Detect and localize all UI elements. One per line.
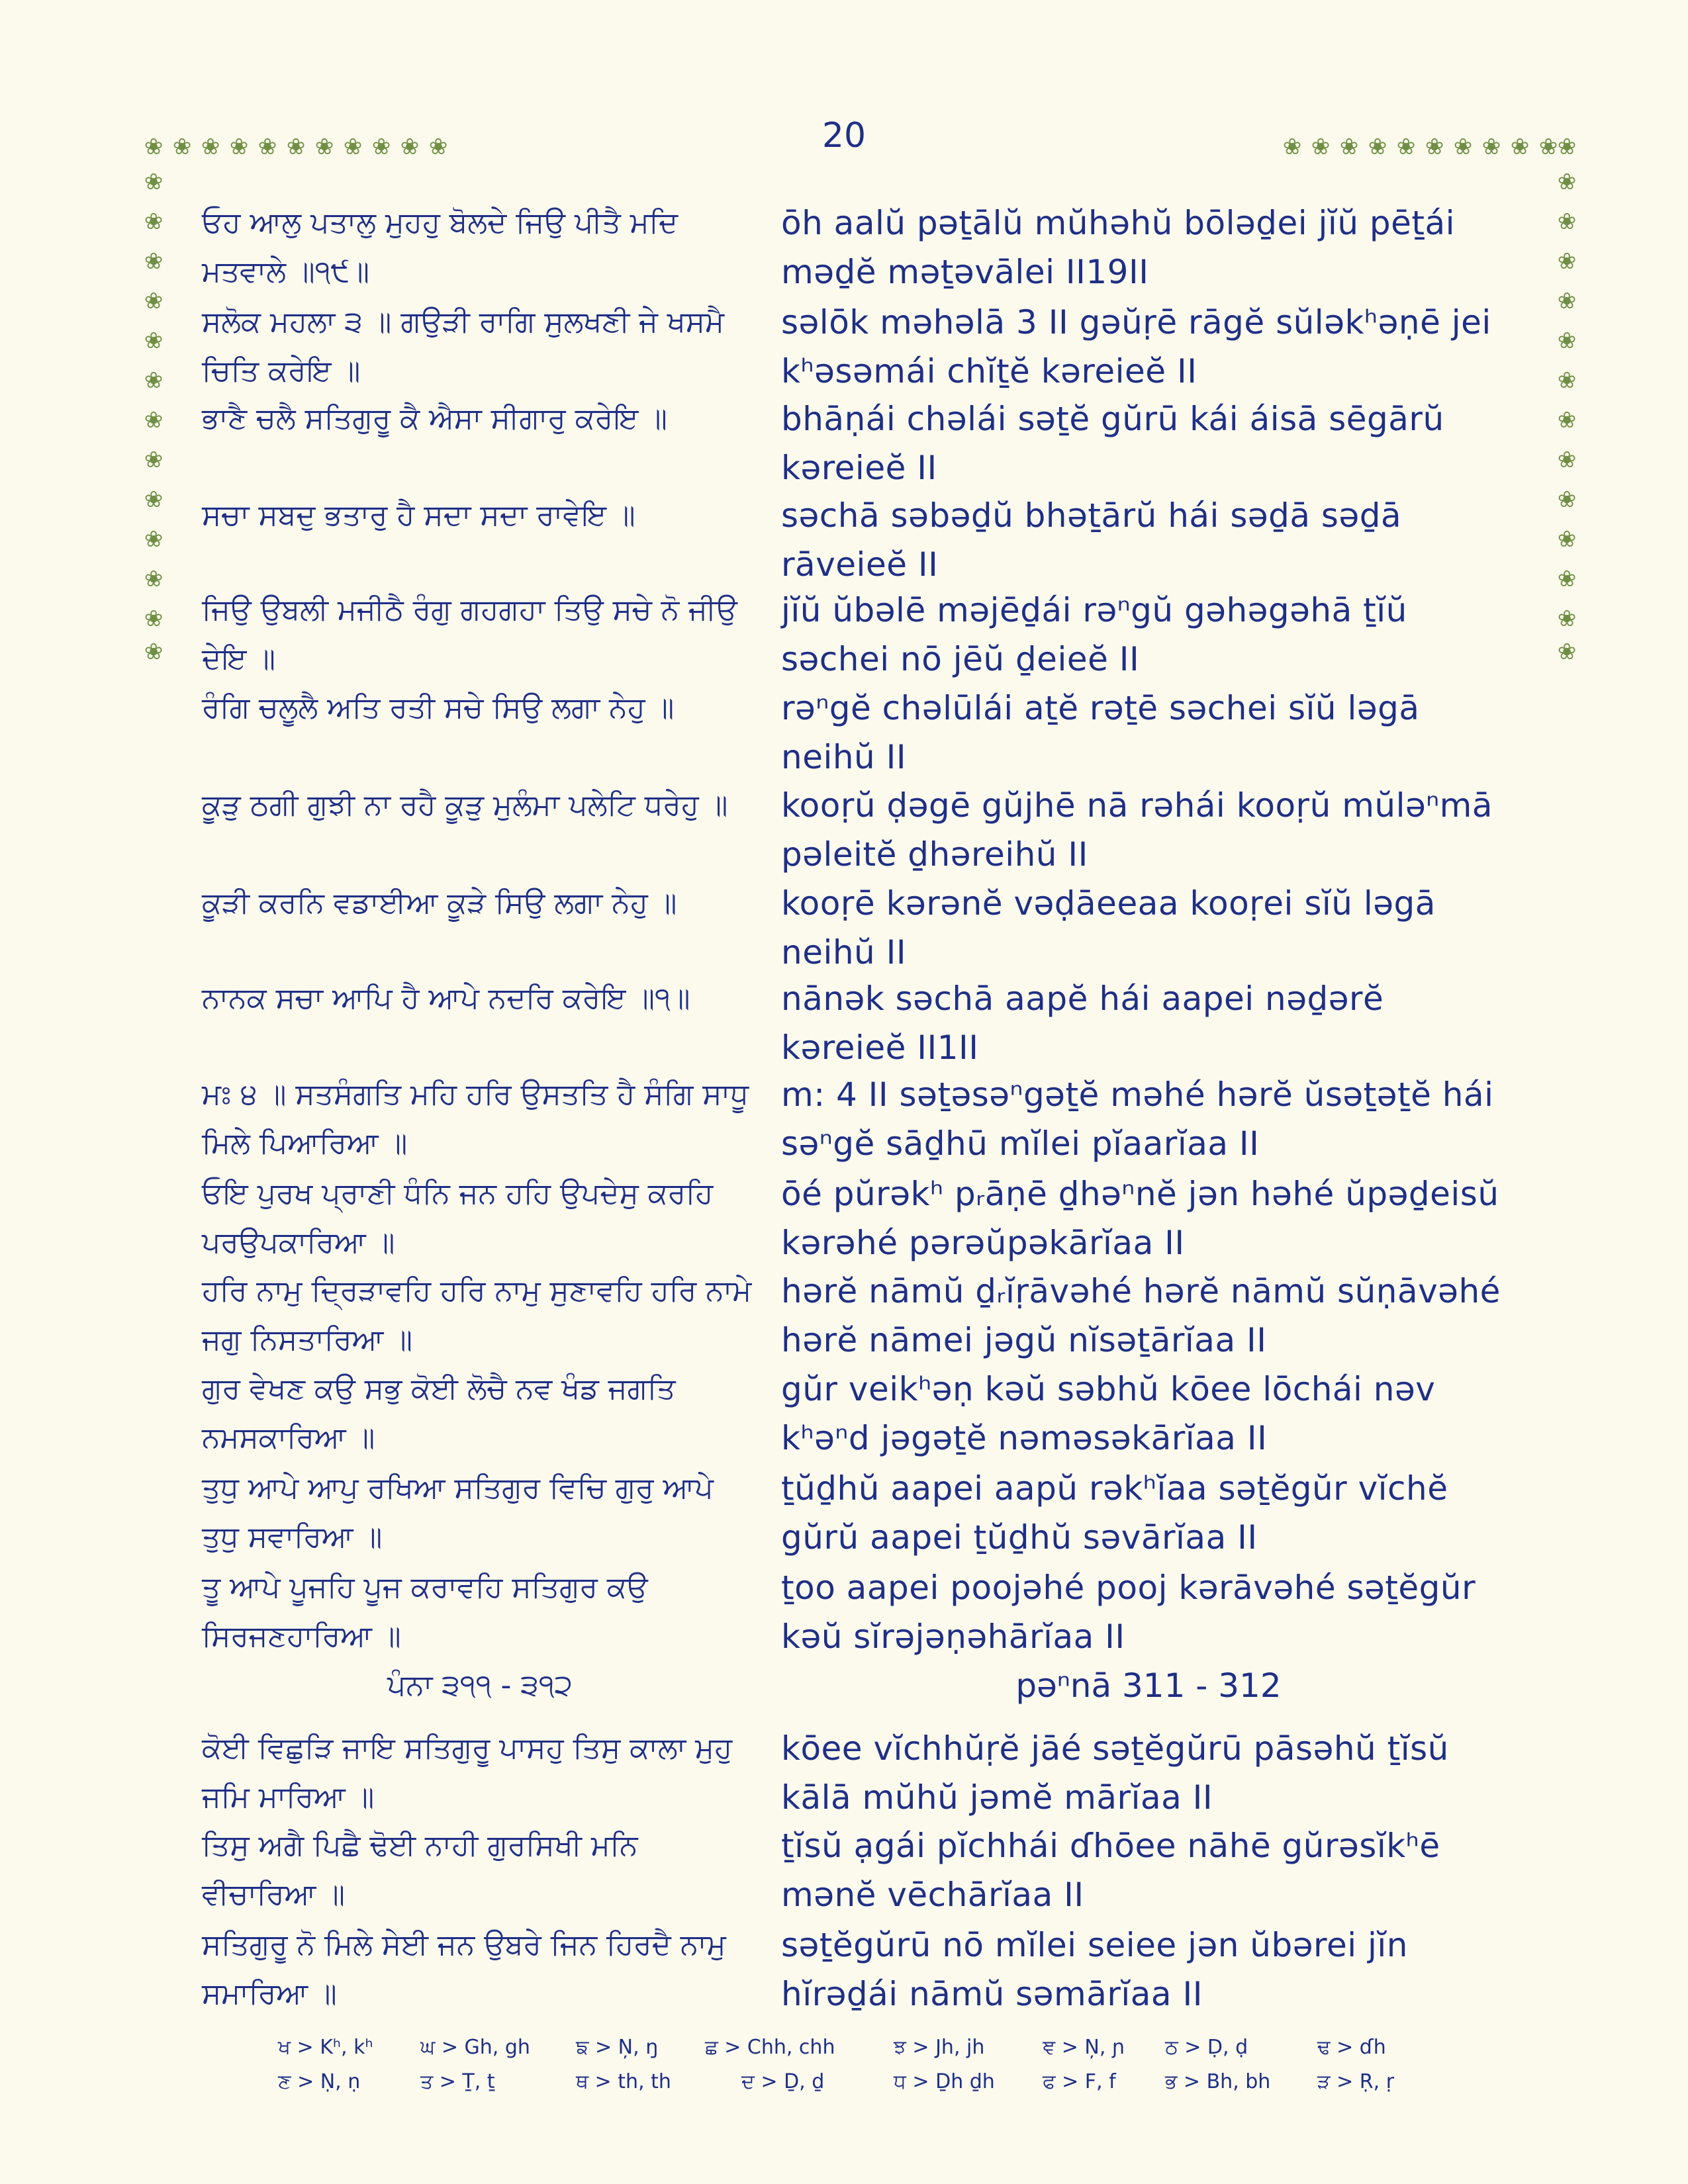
- flower-icon: [199, 136, 222, 158]
- flower-icon: [370, 136, 393, 158]
- flower-icon: [142, 369, 165, 392]
- verse-transliteration: bhāṇái chəlái səṯĕ gŭrū kái áisā sēgārŭ kəreieĕ II: [781, 400, 1444, 487]
- flower-icon: [142, 290, 165, 312]
- flower-icon: [1556, 369, 1578, 392]
- flower-icon: [1423, 136, 1446, 158]
- legend-item: ਫ > F, f: [1043, 2070, 1116, 2093]
- flower-icon: [1556, 171, 1578, 193]
- legend-item: ਧ > Ḏh ḏh: [894, 2070, 995, 2093]
- verse-gurmukhi: ਤੂ ਆਪੇ ਪੂਜਹਿ ਪੂਜ ਕਰਾਵਹਿ ਸਤਿਗੁਰ ਕਉ ਸਿਰਜਣਹਾਰਿਆ ॥: [202, 1570, 648, 1653]
- verse-gurmukhi: ਤੁਧੁ ਆਪੇ ਆਪੁ ਰਖਿਆ ਸਤਿਗੁਰ ਵਿਚਿ ਗੁਰੁ ਆਪੇ ਤੁਧੁ ਸਵਾਰਿਆ ॥: [202, 1471, 714, 1554]
- flower-icon: [1395, 136, 1417, 158]
- flower-icon: [342, 136, 364, 158]
- legend-item: ਣ > Ṇ, ṇ: [278, 2070, 361, 2093]
- flower-icon: [256, 136, 279, 158]
- verse-transliteration: səlōk məhəlā 3 II gəŭṛē rāgĕ sŭləkʰəṇē jei kʰəsəmái chĭṯĕ kəreieĕ II: [781, 303, 1491, 390]
- verse-transliteration: m: 4 II səṯəsəⁿgəṯĕ məhé hərĕ ŭsəṯəṯĕ hái səⁿgĕ sāḏhū mĭlei pĭaarĭaa II: [781, 1075, 1494, 1163]
- verse-gurmukhi: ਕੋਈ ਵਿਛੁੜਿ ਜਾਇ ਸਤਿਗੁਰੂ ਪਾਸਹੁ ਤਿਸੁ ਕਾਲਾ ਮੁਹੁ ਜਮਿ ਮਾਰਿਆ ॥: [202, 1731, 733, 1814]
- flower-icon: [1452, 136, 1474, 158]
- legend-item: ਤ > Ṯ, ṯ: [420, 2070, 495, 2093]
- verse-gurmukhi: ਹਰਿ ਨਾਮੁ ਦ੍ਰਿੜਾਵਹਿ ਹਰਿ ਨਾਮੁ ਸੁਣਾਵਹਿ ਹਰਿ ਨਾਮੇ ਜਗੁ ਨਿਸਤਾਰਿਆ ॥: [202, 1274, 752, 1357]
- flower-icon: [1556, 136, 1578, 158]
- legend-item: ਙ > N̦, ŋ: [576, 2036, 659, 2059]
- legend-item: ਦ > Ḏ, ḏ: [741, 2070, 825, 2093]
- flower-icon: [142, 528, 165, 551]
- flower-icon: [142, 409, 165, 432]
- legend-item: ਛ > Chh, chh: [705, 2036, 835, 2059]
- legend-row: [278, 2030, 1470, 2065]
- flower-icon: [142, 641, 165, 663]
- flower-icon: [1556, 641, 1578, 663]
- verse-gurmukhi: ਰੰਗਿ ਚਲੂਲੈ ਅਤਿ ਰਤੀ ਸਚੇ ਸਿਉ ਲਗਾ ਨੇਹੁ ॥: [202, 691, 675, 725]
- flower-icon: [142, 136, 165, 158]
- legend-item: ਘ > Gh, gh: [420, 2036, 530, 2059]
- verse-gurmukhi: ਸਤਿਗੁਰੂ ਨੋ ਮਿਲੇ ਸੇਈ ਜਨ ਉਬਰੇ ਜਿਨ ਹਿਰਦੈ ਨਾਮੁ ਸਮਾਰਿਆ ॥: [202, 1928, 726, 2011]
- verse-gurmukhi: ਤਿਸੁ ਅਗੈ ਪਿਛੈ ਢੋਈ ਨਾਹੀ ਗੁਰਸਿਖੀ ਮਨਿ ਵੀਚਾਰਿਆ ॥: [202, 1829, 638, 1911]
- flower-icon: [142, 210, 165, 233]
- legend-item: ਥ > th, th: [576, 2070, 671, 2093]
- flower-icon: [1556, 290, 1578, 312]
- flower-icon: [142, 449, 165, 471]
- verse-transliteration: nānək səchā aapĕ hái aapei nəḏərĕ kəreieĕ II1II: [781, 979, 1384, 1067]
- verse-transliteration: səṯĕgŭrū nō mĭlei seiee jən ŭbərei jĭn hĭrəḏái nāmŭ səmārĭaa II: [781, 1926, 1408, 2013]
- verse-transliteration: kōee vĭchhŭṛĕ jāé səṯĕgŭrū pāsəhŭ ṯĭsŭ kālā mŭhŭ jəmĕ mārĭaa II: [781, 1729, 1449, 1817]
- flower-icon: [285, 136, 307, 158]
- flower-icon: [1556, 250, 1578, 273]
- verse-transliteration: ōh aalŭ pəṯālŭ mŭhəhŭ bōləḏei jĭŭ pēṯái məḏĕ məṯəvālei II19II: [781, 204, 1456, 291]
- flower-icon: [1556, 528, 1578, 551]
- verse-transliteration: jĭŭ ŭbəlē məjēḏái rəⁿgŭ gəhəgəhā ṯĭŭ səchei nō jēŭ ḏeieĕ II: [781, 591, 1407, 678]
- verse-transliteration: rəⁿgĕ chəlūlái aṯĕ rəṯē səchei sĭŭ ləgā neihŭ II: [781, 689, 1420, 776]
- legend-item: ਭ > Bh, bh: [1165, 2070, 1271, 2093]
- flower-icon: [142, 568, 165, 590]
- flower-icon: [142, 608, 165, 630]
- flower-icon: [1281, 136, 1303, 158]
- legend-item: ੜ > Ṛ, ṛ: [1317, 2070, 1395, 2093]
- flower-icon: [1556, 568, 1578, 590]
- verse-gurmukhi: ਮਃ ੪ ॥ ਸਤਸੰਗਤਿ ਮਹਿ ਹਰਿ ਉਸਤਤਿ ਹੈ ਸੰਗਿ ਸਾਧੂ ਮਿਲੇ ਪਿਆਰਿਆ ॥: [202, 1077, 749, 1160]
- flower-icon: [142, 250, 165, 273]
- flower-icon: [1556, 210, 1578, 233]
- verse-transliteration: kooṛŭ ḍəgē gŭjhē nā rəhái kooṛŭ mŭləⁿmā pəleitĕ ḏhəreihŭ II: [781, 786, 1493, 874]
- verse-gurmukhi: ਗੁਰ ਵੇਖਣ ਕਉ ਸਭੁ ਕੋਈ ਲੋਚੈ ਨਵ ਖੰਡ ਜਗਤਿ ਨਮਸਕਾਰਿਆ ॥: [202, 1372, 676, 1455]
- flower-icon: [171, 136, 193, 158]
- legend-item: ਢ > ɗh: [1317, 2036, 1386, 2059]
- verse-transliteration: ṯoo aapei poojəhé pooj kərāvəhé səṯĕgŭr kəŭ sĭrəjəṇəhārĭaa II: [781, 1569, 1476, 1656]
- legend-item: ਞ > N̦, ɲ: [1043, 2036, 1125, 2059]
- flower-icon: [1556, 330, 1578, 352]
- flower-icon: [142, 171, 165, 193]
- verse-transliteration: ōé pŭrəkʰ pᵣāṇē ḏhəⁿnĕ jən həhé ŭpəḏeisŭ kərəhé pərəŭpəkārĭaa II: [781, 1175, 1499, 1262]
- flower-icon: [1366, 136, 1389, 158]
- verse-transliteration: hərĕ nāmŭ ḏᵣĭṛāvəhé hərĕ nāmŭ sŭṇāvəhé hərĕ nāmei jəgŭ nĭsəṯārĭaa II: [781, 1272, 1501, 1359]
- legend-item: ਠ > Ḍ, ḍ: [1165, 2036, 1248, 2059]
- flower-icon: [1556, 608, 1578, 630]
- flower-icon: [1556, 409, 1578, 432]
- page-number: 20: [821, 116, 867, 156]
- verse-gurmukhi: ਭਾਣੈ ਚਲੈ ਸਤਿਗੁਰੂ ਕੈ ਐਸਾ ਸੀਗਾਰੁ ਕਰੇਇ ॥: [202, 402, 667, 435]
- verse-transliteration: gŭr veikʰəṇ kəŭ səbhŭ kōee lōchái nəv kʰəⁿd jəgəṯĕ nəməsəkārĭaa II: [781, 1370, 1436, 1457]
- legend-row: [278, 2065, 1470, 2099]
- verse-gurmukhi: ਨਾਨਕ ਸਚਾ ਆਪਿ ਹੈ ਆਪੇ ਨਦਰਿ ਕਰੇਇ ॥੧॥: [202, 981, 690, 1015]
- page-reference-gurmukhi: ਪੰਨਾ ੩੧੧ - ੩੧੨: [387, 1668, 573, 1702]
- transliteration-legend: [278, 2030, 1470, 2099]
- page-reference-transliteration: pəⁿnā 311 - 312: [1015, 1666, 1282, 1705]
- flower-icon: [399, 136, 421, 158]
- flower-icon: [1509, 136, 1531, 158]
- verse-gurmukhi: ਕੂੜੁ ਠਗੀ ਗੁਝੀ ਨਾ ਰਹੈ ਕੂੜੁ ਮੁਲੰਮਾ ਪਲੇਟਿ ਧਰੇਹੁ ॥: [202, 788, 728, 822]
- flower-icon: [142, 488, 165, 511]
- flower-icon: [1338, 136, 1360, 158]
- flower-icon: [1556, 449, 1578, 471]
- verse-gurmukhi: ਓਹ ਆਲੁ ਪਤਾਲੁ ਮੁਹਹੁ ਬੋਲਦੇ ਜਿਉ ਪੀਤੈ ਮਦਿ ਮਤਵਾਲੇ ॥੧੯॥: [202, 206, 678, 289]
- flower-icon: [1480, 136, 1503, 158]
- verse-transliteration: ṯĭsŭ ạgái pĭchhái ɗhōee nāhē gŭrəsĭkʰē mənĕ vēchārĭaa II: [781, 1827, 1440, 1914]
- verse-gurmukhi: ਜਿਉ ਉਬਲੀ ਮਜੀਠੈ ਰੰਗੁ ਗਹਗਹਾ ਤਿਉ ਸਚੇ ਨੋ ਜੀਉ ਦੇਇ ॥: [202, 593, 737, 676]
- verse-gurmukhi: ਸਲੋਕ ਮਹਲਾ ੩ ॥ ਗਉੜੀ ਰਾਗਿ ਸੁਲਖਣੀ ਜੇ ਖਸਮੈ ਚਿਤਿ ਕਰੇਇ ॥: [202, 305, 725, 388]
- flower-icon: [142, 330, 165, 352]
- verse-transliteration: ṯŭḏhŭ aapei aapŭ rəkʰĭaa səṯĕgŭr vĭchĕ gŭrŭ aapei ṯŭḏhŭ səvārĭaa II: [781, 1469, 1448, 1557]
- flower-icon: [313, 136, 336, 158]
- verse-transliteration: kooṛē kərənĕ vəḍāeeaa kooṛei sĭŭ ləgā neihŭ II: [781, 884, 1436, 972]
- legend-item: ਖ > Kʰ, kʰ: [278, 2036, 373, 2059]
- flower-icon: [427, 136, 449, 158]
- legend-item: ਝ > Jh, jh: [894, 2036, 985, 2059]
- flower-icon: [228, 136, 250, 158]
- verse-gurmukhi: ਕੂੜੀ ਕਰਨਿ ਵਡਾਈਆ ਕੂੜੇ ਸਿਉ ਲਗਾ ਨੇਹੁ ॥: [202, 886, 677, 920]
- verse-gurmukhi: ਓਇ ਪੁਰਖ ਪ੍ਰਾਣੀ ਧੰਨਿ ਜਨ ਹਹਿ ਉਪਦੇਸੁ ਕਰਹਿ ਪਰਉਪਕਾਰਿਆ ॥: [202, 1177, 714, 1259]
- verse-gurmukhi: ਸਚਾ ਸਬਦੁ ਭਤਾਰੁ ਹੈ ਸਦਾ ਸਦਾ ਰਾਵੇਇ ॥: [202, 498, 635, 532]
- flower-icon: [1556, 488, 1578, 511]
- flower-icon: [1309, 136, 1332, 158]
- verse-transliteration: səchā səbəḏŭ bhəṯārŭ hái səḏā səḏā rāveieĕ II: [781, 496, 1402, 584]
